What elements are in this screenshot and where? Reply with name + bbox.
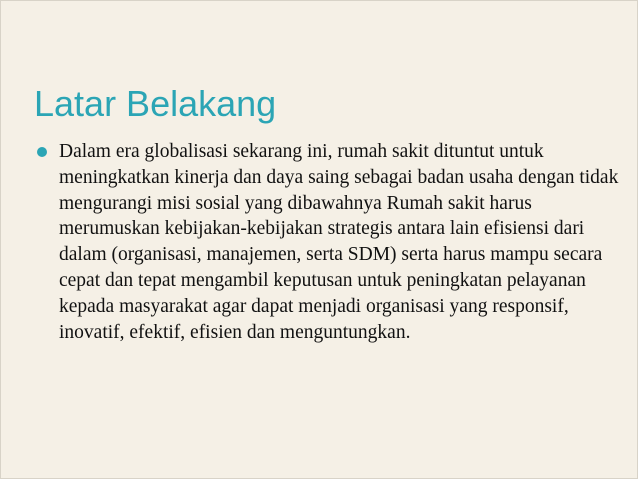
slide-title: Latar Belakang bbox=[34, 83, 277, 124]
bullet-item bbox=[37, 139, 627, 345]
bullet-list bbox=[37, 139, 627, 345]
bullet-icon bbox=[37, 147, 47, 157]
bullet-text: Dalam era globalisasi sekarang ini, rumah sakit dituntut untuk meningkatkan kinerja dan daya saing sebagai badan usaha dengan tidak mengurangi misi sosial yang dibawahnya Rumah sakit harus merumuskan kebijakan-kebijakan strategis antara lain efisiensi dari dalam (organisasi, manajemen, serta SDM) serta harus mampu secara cepat dan tepat mengambil keputusan untuk peningkatan pelayanan kepada masyarakat agar dapat menjadi organisasi yang responsif, inovatif, efektif, efisien dan menguntungkan. bbox=[59, 141, 619, 343]
